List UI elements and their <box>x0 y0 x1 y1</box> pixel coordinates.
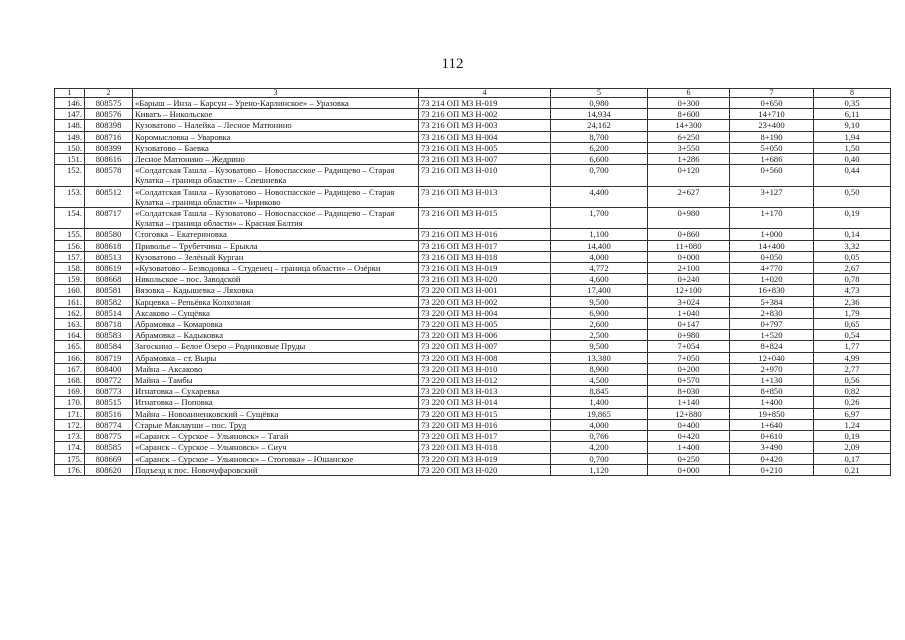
table-row <box>55 386 891 397</box>
start-km-cell: 14+300 <box>648 120 730 131</box>
road-id: 73 220 ОП МЗ Н-012 <box>419 375 551 386</box>
length-cell: 6,600 <box>551 154 648 165</box>
road-code: 808513 <box>85 251 133 262</box>
start-km-cell: 0+570 <box>648 375 730 386</box>
col8-cell: 0,35 <box>814 98 891 109</box>
road-code: 808668 <box>85 274 133 285</box>
length-cell: 8,700 <box>551 131 648 142</box>
header-row <box>55 89 891 98</box>
row-number: 167. <box>55 363 85 374</box>
length-cell: 2,500 <box>551 330 648 341</box>
table-row <box>55 419 891 430</box>
road-code: 808398 <box>85 120 133 131</box>
end-km-cell: 2+830 <box>730 307 814 318</box>
road-id: 73 216 ОП МЗ Н-017 <box>419 240 551 251</box>
col8-cell: 1,79 <box>814 307 891 318</box>
road-name: Коромысловка – Уваровка <box>133 131 419 142</box>
road-code: 808580 <box>85 229 133 240</box>
table-row <box>55 341 891 352</box>
length-cell: 4,772 <box>551 263 648 274</box>
road-code: 808581 <box>85 285 133 296</box>
length-cell: 4,500 <box>551 375 648 386</box>
road-id: 73 220 ОП МЗ Н-016 <box>419 419 551 430</box>
start-km-cell: 1+140 <box>648 397 730 408</box>
road-code: 808718 <box>85 319 133 330</box>
road-id: 73 216 ОП МЗ Н-010 <box>419 165 551 186</box>
road-name: Стоговка – Екатериновка <box>133 229 419 240</box>
road-id: 73 220 ОП МЗ Н-002 <box>419 296 551 307</box>
road-code: 808514 <box>85 307 133 318</box>
row-number: 170. <box>55 397 85 408</box>
road-code: 808584 <box>85 341 133 352</box>
length-cell: 4,400 <box>551 186 648 207</box>
table-row <box>55 120 891 131</box>
road-name: Абрамовка – Кадыковка <box>133 330 419 341</box>
road-code: 808582 <box>85 296 133 307</box>
end-km-cell: 19+850 <box>730 408 814 419</box>
road-code: 808772 <box>85 375 133 386</box>
table-row <box>55 229 891 240</box>
col8-cell: 6,11 <box>814 109 891 120</box>
table-row <box>55 208 891 229</box>
table-row <box>55 154 891 165</box>
length-cell: 14,400 <box>551 240 648 251</box>
start-km-cell: 0+000 <box>648 464 730 475</box>
road-code: 808576 <box>85 109 133 120</box>
start-km-cell: 0+400 <box>648 419 730 430</box>
length-cell: 4,000 <box>551 251 648 262</box>
road-id: 73 220 ОП МЗ Н-018 <box>419 442 551 453</box>
end-km-cell: 3+127 <box>730 186 814 207</box>
end-km-cell: 16+830 <box>730 285 814 296</box>
road-name: Аксаково – Сущёвка <box>133 307 419 318</box>
end-km-cell: 0+650 <box>730 98 814 109</box>
road-name: Абрамовка – ст. Выры <box>133 352 419 363</box>
col8-cell: 0,56 <box>814 375 891 386</box>
table-row <box>55 442 891 453</box>
col8-cell: 6,97 <box>814 408 891 419</box>
col8-cell: 2,09 <box>814 442 891 453</box>
road-id: 73 220 ОП МЗ Н-017 <box>419 431 551 442</box>
col8-cell: 0,17 <box>814 453 891 464</box>
end-km-cell: 1+686 <box>730 154 814 165</box>
start-km-cell: 3+024 <box>648 296 730 307</box>
start-km-cell: 0+120 <box>648 165 730 186</box>
end-km-cell: 1+170 <box>730 208 814 229</box>
road-code: 808575 <box>85 98 133 109</box>
end-km-cell: 14+400 <box>730 240 814 251</box>
col8-cell: 0,05 <box>814 251 891 262</box>
start-km-cell: 0+250 <box>648 453 730 464</box>
road-id: 73 220 ОП МЗ Н-006 <box>419 330 551 341</box>
road-name: Лесное Матюнино – Жедрино <box>133 154 419 165</box>
length-cell: 1,400 <box>551 397 648 408</box>
length-cell: 9,500 <box>551 341 648 352</box>
start-km-cell: 12+880 <box>648 408 730 419</box>
table-row <box>55 285 891 296</box>
start-km-cell: 1+040 <box>648 307 730 318</box>
road-id: 73 216 ОП МЗ Н-020 <box>419 274 551 285</box>
table-row <box>55 330 891 341</box>
col8-cell: 0,21 <box>814 464 891 475</box>
length-cell: 0,980 <box>551 98 648 109</box>
table-row <box>55 186 891 207</box>
road-id: 73 220 ОП МЗ Н-007 <box>419 341 551 352</box>
end-km-cell: 0+560 <box>730 165 814 186</box>
col8-cell: 1,77 <box>814 341 891 352</box>
end-km-cell: 0+420 <box>730 453 814 464</box>
road-id: 73 216 ОП МЗ Н-004 <box>419 131 551 142</box>
row-number: 173. <box>55 431 85 442</box>
road-code: 808583 <box>85 330 133 341</box>
start-km-cell: 6+250 <box>648 131 730 142</box>
road-id: 73 220 ОП МЗ Н-004 <box>419 307 551 318</box>
length-cell: 1,700 <box>551 208 648 229</box>
row-number: 148. <box>55 120 85 131</box>
start-km-cell: 0+200 <box>648 363 730 374</box>
row-number: 176. <box>55 464 85 475</box>
row-number: 157. <box>55 251 85 262</box>
table-row <box>55 307 891 318</box>
header-cell: 5 <box>551 89 648 98</box>
road-code: 808585 <box>85 442 133 453</box>
end-km-cell: 0+797 <box>730 319 814 330</box>
end-km-cell: 0+210 <box>730 464 814 475</box>
table-row <box>55 363 891 374</box>
header-cell: 1 <box>55 89 85 98</box>
end-km-cell: 1+640 <box>730 419 814 430</box>
length-cell: 6,200 <box>551 142 648 153</box>
road-code: 808619 <box>85 263 133 274</box>
road-code: 808669 <box>85 453 133 464</box>
end-km-cell: 0+050 <box>730 251 814 262</box>
road-name: Игнатовка – Сухаревка <box>133 386 419 397</box>
header-cell: 4 <box>419 89 551 98</box>
end-km-cell: 5+050 <box>730 142 814 153</box>
length-cell: 0,700 <box>551 165 648 186</box>
road-code: 808512 <box>85 186 133 207</box>
start-km-cell: 0+300 <box>648 98 730 109</box>
row-number: 153. <box>55 186 85 207</box>
header-cell: 6 <box>648 89 730 98</box>
end-km-cell: 8+824 <box>730 341 814 352</box>
road-id: 73 216 ОП МЗ Н-007 <box>419 154 551 165</box>
road-id: 73 220 ОП МЗ Н-020 <box>419 464 551 475</box>
road-name: «Солдатская Ташла – Кузоватово – Новоспасское – Радищево – Старая Кулатка – граница области» – Красная Балтия <box>133 208 419 229</box>
end-km-cell: 1+400 <box>730 397 814 408</box>
road-code: 808515 <box>85 397 133 408</box>
col8-cell: 2,77 <box>814 363 891 374</box>
end-km-cell: 1+000 <box>730 229 814 240</box>
table-row <box>55 142 891 153</box>
length-cell: 6,900 <box>551 307 648 318</box>
end-km-cell: 8+190 <box>730 131 814 142</box>
road-name: «Солдатская Ташла – Кузоватово – Новоспасское – Радищево – Старая Кулатка – граница области» – Чириково <box>133 186 419 207</box>
col8-cell: 0,19 <box>814 208 891 229</box>
row-number: 147. <box>55 109 85 120</box>
road-code: 808400 <box>85 363 133 374</box>
road-id: 73 220 ОП МЗ Н-010 <box>419 363 551 374</box>
col8-cell: 4,99 <box>814 352 891 363</box>
road-code: 808516 <box>85 408 133 419</box>
end-km-cell: 1+130 <box>730 375 814 386</box>
start-km-cell: 0+860 <box>648 229 730 240</box>
row-number: 156. <box>55 240 85 251</box>
length-cell: 4,600 <box>551 274 648 285</box>
table-row <box>55 98 891 109</box>
col8-cell: 0,65 <box>814 319 891 330</box>
start-km-cell: 0+000 <box>648 251 730 262</box>
table-row <box>55 109 891 120</box>
road-name: Абрамовка – Комаровка <box>133 319 419 330</box>
road-code: 808399 <box>85 142 133 153</box>
row-number: 163. <box>55 319 85 330</box>
start-km-cell: 3+550 <box>648 142 730 153</box>
end-km-cell: 2+970 <box>730 363 814 374</box>
col8-cell: 1,94 <box>814 131 891 142</box>
col8-cell: 2,36 <box>814 296 891 307</box>
length-cell: 0,700 <box>551 453 648 464</box>
table-row <box>55 274 891 285</box>
row-number: 174. <box>55 442 85 453</box>
table-row <box>55 397 891 408</box>
page-number: 112 <box>441 56 464 72</box>
table-body <box>55 98 891 476</box>
start-km-cell: 8+030 <box>648 386 730 397</box>
col8-cell: 3,32 <box>814 240 891 251</box>
length-cell: 17,400 <box>551 285 648 296</box>
row-number: 164. <box>55 330 85 341</box>
length-cell: 14,934 <box>551 109 648 120</box>
row-number: 175. <box>55 453 85 464</box>
start-km-cell: 7+050 <box>648 352 730 363</box>
end-km-cell: 8+850 <box>730 386 814 397</box>
col8-cell: 0,50 <box>814 186 891 207</box>
road-id: 73 220 ОП МЗ Н-013 <box>419 386 551 397</box>
length-cell: 1,100 <box>551 229 648 240</box>
start-km-cell: 0+420 <box>648 431 730 442</box>
row-number: 159. <box>55 274 85 285</box>
road-code: 808719 <box>85 352 133 363</box>
length-cell: 4,000 <box>551 419 648 430</box>
header-cell: 2 <box>85 89 133 98</box>
road-id: 73 216 ОП МЗ Н-018 <box>419 251 551 262</box>
table-row <box>55 251 891 262</box>
col8-cell: 0,54 <box>814 330 891 341</box>
road-name: Игнатовка – Поповка <box>133 397 419 408</box>
road-id: 73 216 ОП МЗ Н-015 <box>419 208 551 229</box>
row-number: 168. <box>55 375 85 386</box>
road-name: «Барыш – Инза – Карсун – Урено-Карлинское» – Уразовка <box>133 98 419 109</box>
road-name: Майна – Аксаково <box>133 363 419 374</box>
length-cell: 4,200 <box>551 442 648 453</box>
road-id: 73 220 ОП МЗ Н-015 <box>419 408 551 419</box>
end-km-cell: 12+040 <box>730 352 814 363</box>
start-km-cell: 0+240 <box>648 274 730 285</box>
length-cell: 13,380 <box>551 352 648 363</box>
road-id: 73 214 ОП МЗ Н-019 <box>419 98 551 109</box>
length-cell: 19,865 <box>551 408 648 419</box>
table-row <box>55 453 891 464</box>
header-cell: 7 <box>730 89 814 98</box>
road-name: «Саранск – Сурское – Ульяновск» – Тагай <box>133 431 419 442</box>
road-name: Старые Маклауши – пос. Труд <box>133 419 419 430</box>
road-name: Вязовка – Кадышевка – Ляховка <box>133 285 419 296</box>
row-number: 149. <box>55 131 85 142</box>
row-number: 158. <box>55 263 85 274</box>
header-cell: 3 <box>133 89 419 98</box>
road-id: 73 216 ОП МЗ Н-002 <box>419 109 551 120</box>
row-number: 154. <box>55 208 85 229</box>
road-id: 73 220 ОП МЗ Н-005 <box>419 319 551 330</box>
road-id: 73 216 ОП МЗ Н-003 <box>419 120 551 131</box>
road-name: «Саранск – Сурское – Ульяновск» – Сиуч <box>133 442 419 453</box>
road-code: 808717 <box>85 208 133 229</box>
table-row <box>55 408 891 419</box>
end-km-cell: 4+770 <box>730 263 814 274</box>
roads-table <box>54 88 891 476</box>
row-number: 146. <box>55 98 85 109</box>
table-row <box>55 375 891 386</box>
col8-cell: 0,44 <box>814 165 891 186</box>
road-name: Подъезд к пос. Новочуфаровский <box>133 464 419 475</box>
road-code: 808775 <box>85 431 133 442</box>
header-cell: 8 <box>814 89 891 98</box>
length-cell: 9,500 <box>551 296 648 307</box>
start-km-cell: 1+286 <box>648 154 730 165</box>
col8-cell: 1,24 <box>814 419 891 430</box>
start-km-cell: 12+100 <box>648 285 730 296</box>
start-km-cell: 1+400 <box>648 442 730 453</box>
table-row <box>55 431 891 442</box>
col8-cell: 0,14 <box>814 229 891 240</box>
row-number: 161. <box>55 296 85 307</box>
road-code: 808773 <box>85 386 133 397</box>
col8-cell: 1,50 <box>814 142 891 153</box>
road-code: 808620 <box>85 464 133 475</box>
col8-cell: 2,67 <box>814 263 891 274</box>
road-id: 73 220 ОП МЗ Н-001 <box>419 285 551 296</box>
length-cell: 0,766 <box>551 431 648 442</box>
end-km-cell: 14+710 <box>730 109 814 120</box>
road-name: «Саранск – Сурское – Ульяновск» – Стоговка» – Юшанское <box>133 453 419 464</box>
road-name: Майна – Тамбы <box>133 375 419 386</box>
row-number: 162. <box>55 307 85 318</box>
length-cell: 8,900 <box>551 363 648 374</box>
start-km-cell: 0+980 <box>648 330 730 341</box>
table-row <box>55 352 891 363</box>
road-id: 73 220 ОП МЗ Н-008 <box>419 352 551 363</box>
road-name: Никольское – пос. Заводской <box>133 274 419 285</box>
col8-cell: 4,73 <box>814 285 891 296</box>
road-id: 73 216 ОП МЗ Н-005 <box>419 142 551 153</box>
end-km-cell: 1+520 <box>730 330 814 341</box>
road-id: 73 216 ОП МЗ Н-016 <box>419 229 551 240</box>
start-km-cell: 0+147 <box>648 319 730 330</box>
road-id: 73 216 ОП МЗ Н-019 <box>419 263 551 274</box>
table-row <box>55 263 891 274</box>
start-km-cell: 2+100 <box>648 263 730 274</box>
row-number: 172. <box>55 419 85 430</box>
road-name: Киватъ – Никольское <box>133 109 419 120</box>
row-number: 160. <box>55 285 85 296</box>
table-row <box>55 296 891 307</box>
row-number: 171. <box>55 408 85 419</box>
col8-cell: 0,40 <box>814 154 891 165</box>
table-row <box>55 165 891 186</box>
road-code: 808716 <box>85 131 133 142</box>
road-name: Кузоватово – Баевка <box>133 142 419 153</box>
road-name: Майна – Новоанненковский – Сущёвка <box>133 408 419 419</box>
col8-cell: 0,26 <box>814 397 891 408</box>
road-name: Загоскино – Белое Озеро – Родниковые Пруды <box>133 341 419 352</box>
row-number: 155. <box>55 229 85 240</box>
end-km-cell: 1+020 <box>730 274 814 285</box>
col8-cell: 9,10 <box>814 120 891 131</box>
road-name: «Кузоватово – Безводовка – Студенец – граница области» – Озёрки <box>133 263 419 274</box>
row-number: 150. <box>55 142 85 153</box>
length-cell: 1,120 <box>551 464 648 475</box>
row-number: 152. <box>55 165 85 186</box>
table-row <box>55 240 891 251</box>
road-id: 73 220 ОП МЗ Н-014 <box>419 397 551 408</box>
end-km-cell: 23+400 <box>730 120 814 131</box>
row-number: 151. <box>55 154 85 165</box>
road-name: Кузоватово – Налейка – Лесное Матюнино <box>133 120 419 131</box>
end-km-cell: 3+490 <box>730 442 814 453</box>
start-km-cell: 2+627 <box>648 186 730 207</box>
road-name: Приволье – Трубетчина – Ерыкла <box>133 240 419 251</box>
length-cell: 2,600 <box>551 319 648 330</box>
road-code: 808774 <box>85 419 133 430</box>
length-cell: 24,162 <box>551 120 648 131</box>
table-row <box>55 319 891 330</box>
road-code: 808578 <box>85 165 133 186</box>
row-number: 169. <box>55 386 85 397</box>
start-km-cell: 7+054 <box>648 341 730 352</box>
row-number: 166. <box>55 352 85 363</box>
end-km-cell: 0+610 <box>730 431 814 442</box>
start-km-cell: 0+980 <box>648 208 730 229</box>
road-id: 73 220 ОП МЗ Н-019 <box>419 453 551 464</box>
start-km-cell: 11+080 <box>648 240 730 251</box>
table-row <box>55 131 891 142</box>
table-row <box>55 464 891 475</box>
road-id: 73 216 ОП МЗ Н-013 <box>419 186 551 207</box>
road-code: 808616 <box>85 154 133 165</box>
length-cell: 8,845 <box>551 386 648 397</box>
road-code: 808618 <box>85 240 133 251</box>
road-name: Кузоватово – Зелёный Курган <box>133 251 419 262</box>
end-km-cell: 5+384 <box>730 296 814 307</box>
road-name: «Солдатская Ташла – Кузоватово – Новоспасское – Радищево – Старая Кулатка – граница области» – Спешневка <box>133 165 419 186</box>
row-number: 165. <box>55 341 85 352</box>
col8-cell: 0,78 <box>814 274 891 285</box>
col8-cell: 0,19 <box>814 431 891 442</box>
col8-cell: 0,82 <box>814 386 891 397</box>
start-km-cell: 8+600 <box>648 109 730 120</box>
road-name: Карцевка – Репьёвка Колхозная <box>133 296 419 307</box>
